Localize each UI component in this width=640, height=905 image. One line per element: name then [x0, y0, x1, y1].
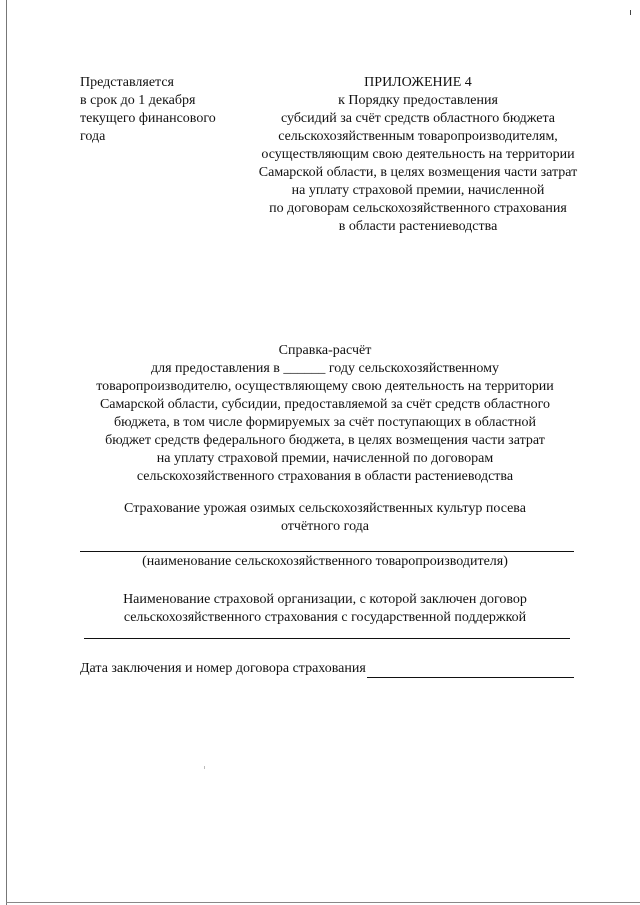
submission-note	[80, 74, 250, 146]
insurer-label-line: сельскохозяйственного страхования с государственной поддержкой	[123, 610, 527, 625]
title-line: бюджета, в том числе формируемых за счёт поступающих в областной	[114, 415, 536, 430]
scan-mark	[630, 10, 631, 15]
submission-note-line: Представляется	[80, 75, 174, 90]
appendix-line: субсидий за счёт средств областного бюджета	[280, 111, 556, 126]
scan-speck	[204, 766, 205, 769]
title-line: Самарской области, субсидии, предоставляемой за счёт средств областного	[99, 397, 551, 412]
subject-line: Страхование урожая озимых сельскохозяйственных культур посева	[124, 501, 526, 516]
scan-border-bottom	[6, 902, 640, 903]
submission-note-line: в срок до 1 декабря	[80, 93, 196, 108]
title-line: на уплату страховой премии, начисленной по договорам	[156, 451, 494, 466]
subject-line: отчётного года	[280, 519, 370, 534]
insurer-label-line: Наименование страховой организации, с которой заключен договор	[123, 592, 527, 607]
document-title: Справка-расчёт	[278, 343, 372, 358]
producer-name-field[interactable]	[80, 551, 574, 552]
title-line: товаропроизводителю, осуществляющему свою деятельность на территории	[96, 379, 554, 394]
insurance-subject	[70, 500, 580, 536]
appendix-line: сельскохозяйственным товаропроизводителям,	[278, 129, 558, 144]
submission-note-line: текущего финансового	[80, 111, 216, 126]
scan-border-left	[6, 0, 7, 905]
title-line: для предоставления в ______ году сельскохозяйственному	[150, 361, 500, 376]
appendix-line: в области растениеводства	[338, 219, 498, 234]
document-title-block	[70, 342, 580, 486]
appendix-line: осуществляющим свою деятельность на территории	[261, 147, 575, 162]
title-line: сельскохозяйственного страхования в области растениеводства	[136, 469, 514, 484]
appendix-header	[232, 74, 604, 236]
appendix-line: на уплату страховой премии, начисленной	[291, 183, 545, 198]
producer-name-caption: (наименование сельскохозяйственного товаропроизводителя)	[142, 554, 508, 569]
appendix-line: Самарской области, в целях возмещения части затрат	[258, 165, 578, 180]
title-line: бюджет средств федерального бюджета, в целях возмещения части затрат	[105, 433, 545, 448]
insurer-label	[70, 591, 580, 627]
appendix-line: по договорам сельскохозяйственного страхования	[269, 201, 567, 216]
contract-row	[80, 660, 574, 678]
appendix-number: ПРИЛОЖЕНИЕ 4	[364, 75, 472, 90]
contract-label: Дата заключения и номер договора страхования	[80, 661, 366, 676]
appendix-line: к Порядку предоставления	[338, 93, 498, 108]
insurer-name-field[interactable]	[84, 638, 570, 639]
submission-note-line: года	[80, 129, 106, 144]
contract-date-number-field[interactable]	[367, 663, 574, 678]
